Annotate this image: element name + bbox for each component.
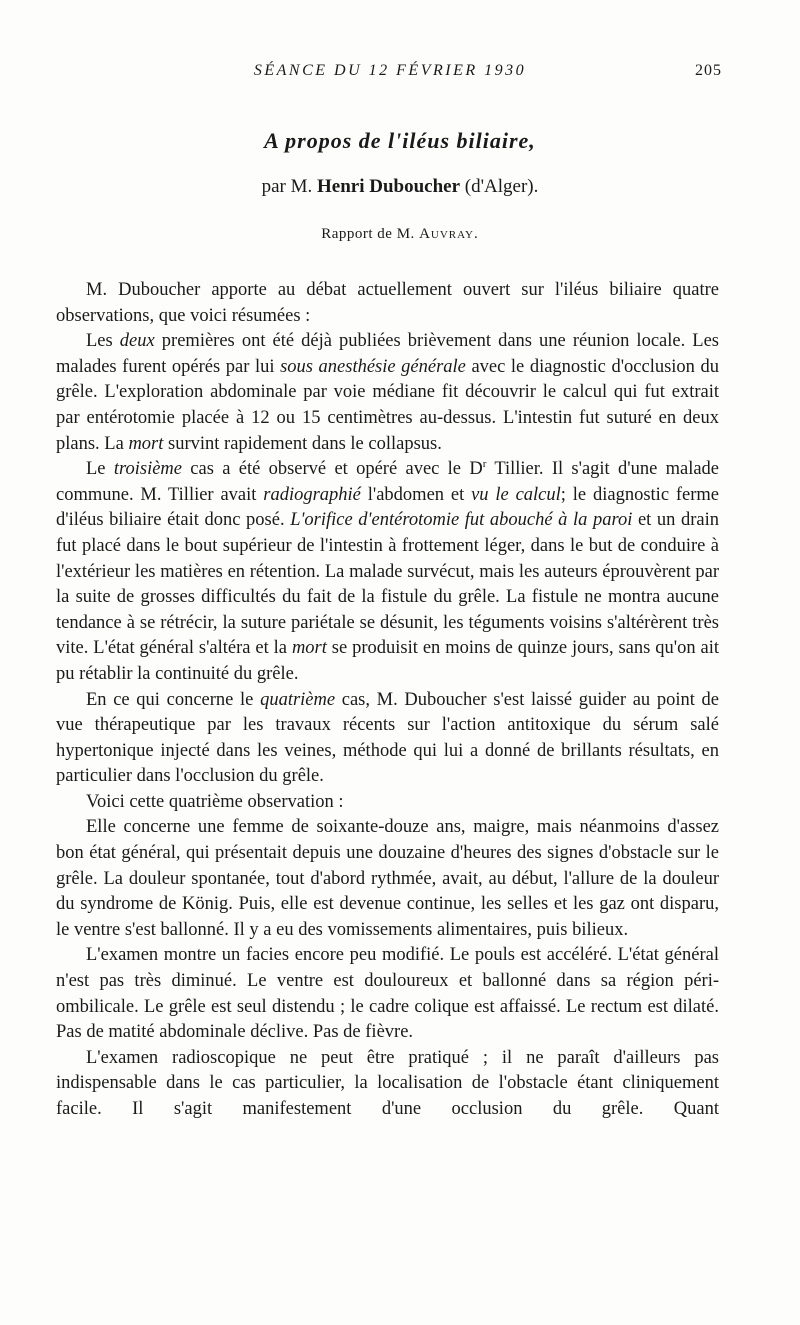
byline-prefix: par M.: [261, 176, 318, 197]
text-run: ; le diagnostic ferme d'iléus biliaire était donc posé.: [56, 484, 720, 531]
emphasis: L'orifice d'entérotomie fut abouché à la paroi: [290, 510, 633, 531]
emphasis: troisième: [113, 459, 182, 480]
text-run: Tillier. Il s'agit d'une malade commune. M. Tillier avait: [56, 459, 720, 505]
text-run: En ce qui concerne le: [86, 689, 261, 710]
report-author: Auvray.: [419, 226, 479, 242]
text-run: avec le diagnostic d'occlusion du grêle. L'exploration abdominale par voie médiane fit découvrir le calcul qui fut extrait par entérotomie placée à 12 ou 15 centimètres au-dessus. L'intestin fut suturé en deux plans. La: [56, 356, 719, 454]
byline-suffix: (d'Alger).: [460, 176, 539, 197]
report-prefix: Rapport de M.: [321, 226, 420, 242]
paragraph-2: [56, 329, 719, 457]
paragraph-8: L'examen radioscopique ne peut être pratiqué ; il ne paraît d'ailleurs pas indispensable dans le cas particulier, la localisation de l'obstacle étant cliniquement facile. Il s'agit manifestement d'une occlusion du grêle. Quant: [56, 1047, 719, 1119]
text-run: premières ont été déjà publiées brièvement dans une réunion locale. Les malades furent opérés par lui: [56, 331, 719, 377]
text-run: Le: [86, 459, 114, 480]
paragraph-5: Voici cette quatrième observation :: [86, 791, 344, 812]
article-title: A propos de l'iléus biliaire,: [264, 128, 536, 153]
paragraph-4: [56, 688, 719, 790]
emphasis: deux: [119, 331, 155, 352]
text-run: Les: [86, 331, 120, 352]
emphasis: vu le calcul: [471, 484, 561, 505]
running-header: [0, 62, 800, 86]
emphasis: quatrième: [260, 689, 336, 710]
text-run: cas a été observé et opéré avec le D: [182, 459, 483, 480]
paragraph-1: M. Duboucher apporte au débat actuellement ouvert sur l'iléus biliaire quatre observations, que voici résumées :: [56, 280, 719, 326]
text-run: cas, M. Duboucher s'est laissé guider au point de vue thérapeutique par les travaux récents sur l'action antitoxique du sérum salé hypertonique injecté dans les veines, méthode qui lui a donné de brillants résultats, en particulier dans l'occlusion du grêle.: [56, 689, 719, 787]
running-title: SÉANCE DU 12 FÉVRIER 1930: [253, 62, 527, 79]
text-run: l'abdomen et: [360, 484, 472, 505]
paragraph-3: [56, 457, 719, 687]
text-run: survint rapidement dans le collapsus.: [163, 433, 442, 454]
report-line: [0, 226, 800, 243]
article-body: [56, 278, 719, 1123]
paragraph-6: Elle concerne une femme de soixante-douze ans, maigre, mais néanmoins d'assez bon état général, qui présentait depuis une douzaine d'heures des signes d'obstacle sur le grêle. La douleur spontanée, tout d'abord rythmée, avait, au début, l'allure de la douleur du syndrome de König. Puis, elle est devenue continue, les selles et les gaz ont disparu, le ventre s'est ballonné. Il y a eu des vomissements alimentaires, puis bilieux.: [56, 817, 719, 940]
page-number: 205: [695, 62, 722, 79]
emphasis: radiographié: [263, 484, 361, 505]
text-run: se produisit en moins de quinze jours, sans qu'on ait pu rétablir la continuité du grêle.: [56, 638, 719, 684]
byline-author: Henri Duboucher: [317, 176, 461, 197]
article-byline: [0, 176, 800, 198]
emphasis: mort: [128, 433, 164, 454]
paragraph-7: L'examen montre un facies encore peu modifié. Le pouls est accéléré. L'état général n'est pas très diminué. Le ventre est douloureux et ballonné dans sa région péri-ombilicale. Le grêle est seul distendu ; le cadre colique est affaissé. Le rectum est dilaté. Pas de matité abdominale déclive. Pas de fièvre.: [56, 945, 719, 1043]
superscript: r: [482, 458, 487, 470]
emphasis: sous anesthésie générale: [280, 356, 466, 377]
text-run: et un drain fut placé dans le bout supérieur de l'intestin à frottement léger, dans le but de conduire à l'extérieur les matières en rétention. La malade survécut, mais les auteurs éprouvèrent par la suite de grosses difficultés du fait de la fistule du grêle. La fistule ne montra aucune tendance à se rétrécir, la suture pariétale se désunit, les téguments voisins s'altérèrent très vite. L'état général s'altéra et la: [56, 510, 719, 659]
emphasis: mort: [291, 638, 327, 659]
